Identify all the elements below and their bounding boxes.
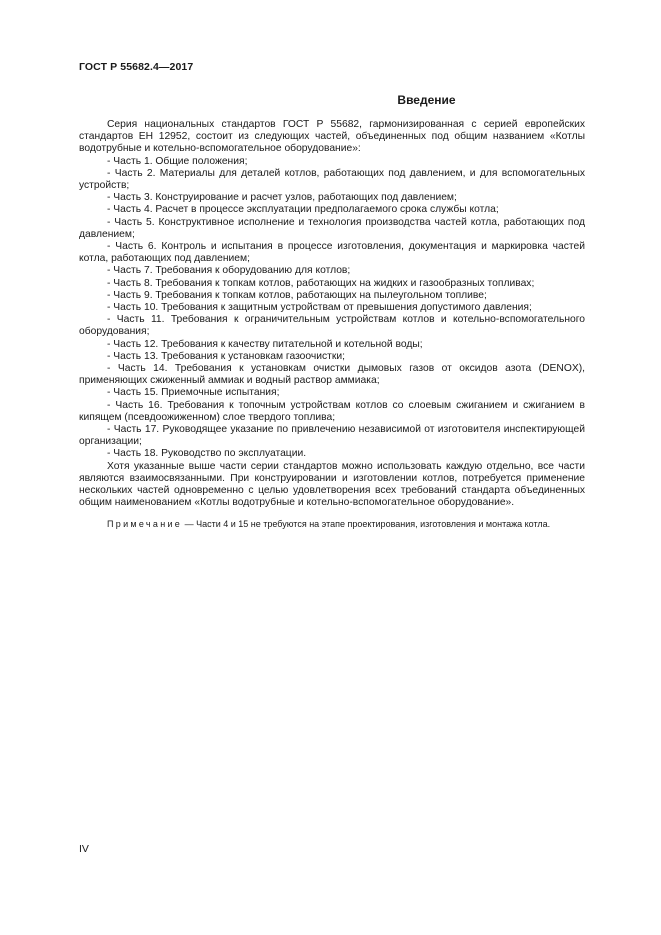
document-header: ГОСТ Р 55682.4—2017 [79,61,194,73]
page-number: IV [79,843,89,855]
list-item: - Часть 18. Руководство по эксплуатации. [107,448,307,460]
intro-paragraph: Серия национальных стандартов ГОСТ Р 55682, гармонизированная с серией европейских стандартов ЕН 12952, состоит из следующих частей, объединенных под общим названием «Котлы водотрубные и котельно-вспомогательное оборудование»: [79,119,585,155]
list-item: - Часть 5. Конструктивное исполнение и технология производства частей котла, работающих под давлением; [79,216,585,240]
list-item: - Часть 16. Требования к топочным устройствам котлов со слоевым сжиганием и сжиганием в кипящем (псевдоожиженном) слое твердого топлива; [79,399,585,423]
list-item: - Часть 2. Материалы для деталей котлов, работающих под давлением, и для вспомогательных устройств; [79,167,585,192]
list-item: - Часть 11. Требования к ограничительным устройствам котлов и котельно-вспомогательного оборудования; [79,314,585,338]
note-text: — Части 4 и 15 не требуются на этапе проектирования, изготовления и монтажа котла. [182,518,551,529]
list-item: - Часть 13. Требования к установкам газоочистки; [107,350,345,362]
list-item: - Часть 7. Требования к оборудованию для котлов; [107,265,351,277]
list-item: - Часть 9. Требования к топкам котлов, работающих на пылеугольном топливе; [107,289,487,301]
list-item: - Часть 17. Руководящее указание по привлечению независимой от изготовителя инспектирующей организации; [79,424,585,448]
parts-list [79,156,585,461]
section-title: Введение [397,93,456,107]
list-item: - Часть 10. Требования к защитным устройствам от превышения допустимого давления; [107,302,532,314]
list-item: - Часть 4. Расчет в процессе эксплуатации предполагаемого срока службы котла; [107,204,499,216]
list-item: - Часть 12. Требования к качеству питательной и котельной воды; [107,338,423,350]
list-item: - Часть 6. Контроль и испытания в процессе изготовления, документация и маркировка частей котла, работающих под давлением; [79,241,585,265]
note-label: Примечание [107,518,183,529]
closing-paragraph: Хотя указанные выше части серии стандартов можно использовать каждую отдельно, все части являются взаимосвязанными. При конструировании и изготовлении котлов, потребуется применение нескольких частей одновременно с целью удовлетворения всех требований стандарта объединенных общим наименованием «Котлы водотрубные и котельно-вспомогательное оборудование». [79,460,585,509]
list-item: - Часть 8. Требования к топкам котлов, работающих на жидких и газообразных топливах; [107,277,535,289]
list-item: - Часть 1. Общие положения; [107,155,248,167]
document-body [79,119,585,530]
list-item: - Часть 3. Конструирование и расчет узлов, работающих под давлением; [107,192,457,204]
note [79,519,585,530]
list-item: - Часть 14. Требования к установкам очистки дымовых газов от оксидов азота (DENOX), применяющих сжиженный аммиак и водный раствор аммиака; [79,363,585,387]
list-item: - Часть 15. Приемочные испытания; [107,387,280,399]
